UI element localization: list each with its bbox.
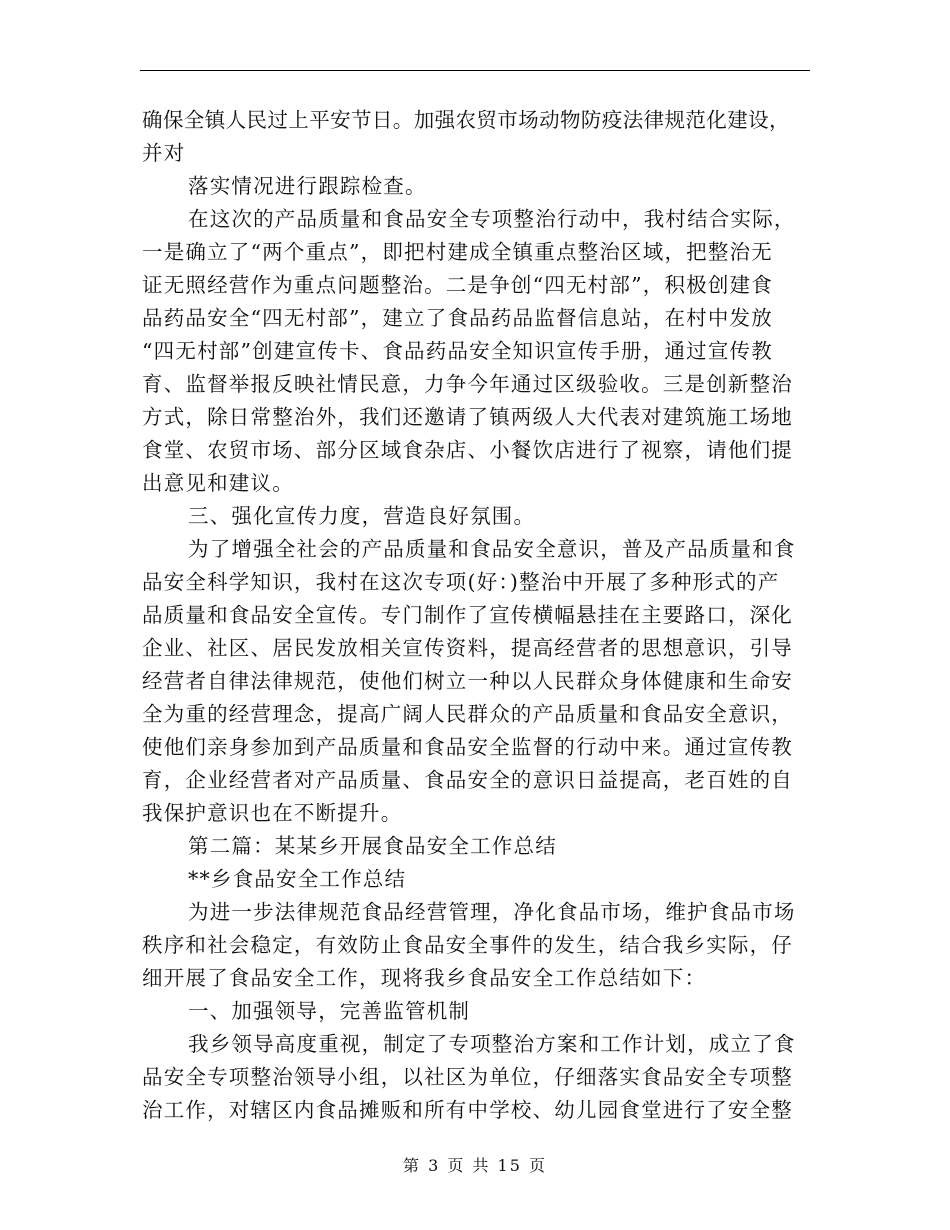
body-line: 品药品安全“四无村部”，建立了食品药品监督信息站，在村中发放: [142, 306, 773, 330]
body-line: 秩序和社会稳定，有效防止食品安全事件的发生，结合我乡实际，仔: [142, 933, 793, 957]
body-line: 细开展了食品安全工作，现将我乡食品安全工作总结如下：: [142, 966, 707, 990]
body-line: 落实情况进行跟踪检查。: [188, 174, 427, 198]
body-line: 育、监督举报反映社情民意，力争今年通过区级验收。三是创新整治: [142, 372, 793, 396]
body-line: 确保全镇人民过上平安节日。加强农贸市场动物防疫法律规范化建设，: [142, 108, 790, 132]
body-line: 全为重的经营理念，提高广阔人民群众的产品质量和食品安全意识，: [142, 702, 793, 726]
body-line: “四无村部”创建宣传卡、食品药品安全知识宣传手册，通过宣传教: [142, 339, 773, 363]
paragraph-start: 为进一步法律规范食品经营管理，净化食品市场，维护食品市场: [188, 900, 796, 924]
header-rule: [140, 70, 810, 71]
body-line: 治工作，对辖区内食品摊贩和所有中学校、幼儿园食堂进行了安全整: [142, 1098, 793, 1122]
paragraph-start: 在这次的产品质量和食品安全专项整治行动中，我村结合实际，: [188, 207, 796, 231]
page-number: 第 3 页 共 15 页: [403, 1156, 547, 1175]
body-line: 并对: [142, 141, 186, 165]
body-line: 方式，除日常整治外，我们还邀请了镇两级人大代表对建筑施工场地: [142, 405, 793, 429]
body-line: 证无照经营作为重点问题整治。二是争创“四无村部”，积极创建食: [142, 273, 773, 297]
body-line: 使他们亲身参加到产品质量和食品安全监督的行动中来。通过宣传教: [142, 735, 793, 759]
body-line: 一是确立了“两个重点”，即把村建成全镇重点整治区域，把整治无: [142, 240, 773, 264]
body-line: 出意见和建议。: [142, 471, 294, 495]
paragraph-start: 我乡领导高度重视，制定了专项整治方案和工作计划，成立了食: [188, 1032, 796, 1056]
document-title: **乡食品安全工作总结: [188, 867, 407, 891]
body-line: 品安全科学知识，我村在这次专项(好：)整治中开展了多种形式的产: [142, 570, 780, 594]
body-line: 经营者自律法律规范，使他们树立一种以人民群众身体健康和生命安: [142, 669, 793, 693]
body-line: 育，企业经营者对产品质量、食品安全的意识日益提高，老百姓的自: [142, 768, 793, 792]
body-line: 企业、社区、居民发放相关宣传资料，提高经营者的思想意识，引导: [142, 636, 793, 660]
section-heading: 三、强化宣传力度，营造良好氛围。: [188, 504, 536, 528]
paragraph-start: 为了增强全社会的产品质量和食品安全意识，普及产品质量和食: [188, 537, 796, 561]
body-line: 我保护意识也在不断提升。: [142, 801, 403, 825]
body-line: 食堂、农贸市场、部分区域食杂店、小餐饮店进行了视察，请他们提: [142, 438, 793, 462]
body-line: 品安全专项整治领导小组，以社区为单位，仔细落实食品安全专项整: [142, 1065, 793, 1089]
section-heading: 一、加强领导，完善监管机制: [188, 999, 471, 1023]
chapter-heading: 第二篇：某某乡开展食品安全工作总结: [188, 834, 557, 858]
body-line: 品质量和食品安全宣传。专门制作了宣传横幅悬挂在主要路口，深化: [142, 603, 793, 627]
document-body: [142, 104, 810, 1127]
